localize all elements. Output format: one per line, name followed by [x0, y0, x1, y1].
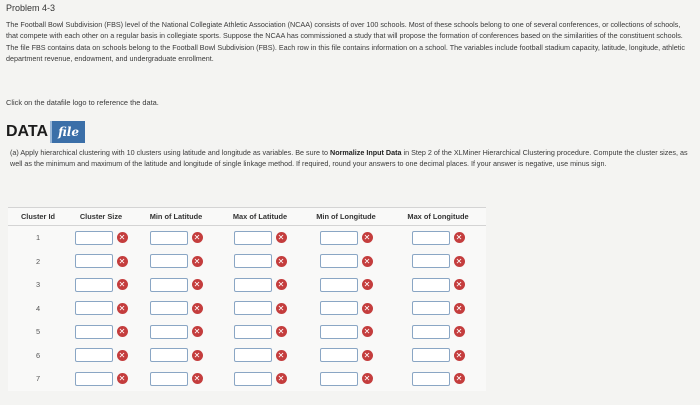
max-latitude-answer: [218, 278, 302, 292]
min-longitude-cell: [302, 226, 390, 250]
max-longitude-input[interactable]: [412, 348, 450, 362]
cluster-id-value: 1: [35, 233, 41, 243]
table-row: [8, 226, 486, 250]
x-circle-icon: ✕: [276, 256, 287, 267]
cluster-id-cell: [8, 344, 68, 368]
header-max-longitude: Max of Longitude: [390, 208, 486, 226]
max-latitude-cell: [218, 320, 302, 344]
max-longitude-answer: [390, 325, 486, 339]
table-row: [8, 344, 486, 368]
header-min-latitude: Min of Latitude: [134, 208, 218, 226]
max-longitude-answer: [390, 301, 486, 315]
cluster-id-cell: [8, 226, 68, 250]
max-latitude-answer: [218, 301, 302, 315]
max-latitude-input[interactable]: [234, 301, 272, 315]
part-a-text-post: in Step 2 of the XLMiner Hierarchical Clustering procedure. Compute the cluster sizes, as well as the minimum and maximum of the latitude and longitude of single linkage method. If required, round your answers to one decimal places. If your answer is negative, use minus sign.: [10, 148, 688, 168]
x-circle-icon: ✕: [276, 232, 287, 243]
x-circle-icon: ✕: [117, 350, 128, 361]
max-latitude-answer: [218, 348, 302, 362]
min-latitude-answer: [134, 325, 218, 339]
x-circle-icon: ✕: [192, 256, 203, 267]
cluster-size-input[interactable]: [75, 231, 113, 245]
cluster-id-value: 7: [35, 374, 41, 384]
x-circle-icon: ✕: [192, 373, 203, 384]
answer-table-header: [8, 208, 486, 226]
cluster-size-input[interactable]: [75, 254, 113, 268]
data-logo-file: file: [50, 121, 85, 143]
max-latitude-input[interactable]: [234, 325, 272, 339]
x-circle-icon: ✕: [362, 232, 373, 243]
x-circle-icon: ✕: [362, 279, 373, 290]
max-latitude-cell: [218, 297, 302, 321]
min-longitude-input[interactable]: [320, 325, 358, 339]
x-circle-icon: ✕: [362, 326, 373, 337]
table-row: [8, 297, 486, 321]
cluster-id-value: 6: [35, 350, 41, 360]
x-circle-icon: ✕: [276, 279, 287, 290]
max-latitude-answer: [218, 325, 302, 339]
cluster-id-cell: [8, 367, 68, 391]
max-longitude-input[interactable]: [412, 372, 450, 386]
datafile-logo[interactable]: [6, 121, 85, 143]
max-latitude-cell: [218, 367, 302, 391]
max-longitude-cell: [390, 344, 486, 368]
header-cluster-size: Cluster Size: [68, 208, 134, 226]
data-logo-word: DATA: [6, 123, 49, 140]
max-latitude-answer: [218, 372, 302, 386]
x-circle-icon: ✕: [276, 303, 287, 314]
cluster-size-answer: [68, 325, 134, 339]
max-latitude-input[interactable]: [234, 372, 272, 386]
cluster-size-cell: [68, 367, 134, 391]
max-latitude-cell: [218, 273, 302, 297]
max-longitude-cell: [390, 273, 486, 297]
min-longitude-cell: [302, 297, 390, 321]
min-latitude-input[interactable]: [150, 372, 188, 386]
table-row: [8, 320, 486, 344]
max-latitude-answer: [218, 231, 302, 245]
max-longitude-cell: [390, 320, 486, 344]
max-longitude-cell: [390, 250, 486, 274]
min-latitude-input[interactable]: [150, 231, 188, 245]
max-longitude-input[interactable]: [412, 231, 450, 245]
min-latitude-input[interactable]: [150, 325, 188, 339]
min-latitude-input[interactable]: [150, 348, 188, 362]
problem-title: Problem 4-3: [6, 3, 56, 13]
min-latitude-input[interactable]: [150, 254, 188, 268]
min-latitude-answer: [134, 254, 218, 268]
max-latitude-input[interactable]: [234, 254, 272, 268]
min-latitude-cell: [134, 226, 218, 250]
min-latitude-cell: [134, 273, 218, 297]
table-row: [8, 273, 486, 297]
min-longitude-answer: [302, 348, 390, 362]
cluster-size-answer: [68, 278, 134, 292]
x-circle-icon: ✕: [454, 232, 465, 243]
cluster-size-input[interactable]: [75, 301, 113, 315]
cluster-size-answer: [68, 254, 134, 268]
min-longitude-cell: [302, 250, 390, 274]
x-circle-icon: ✕: [276, 373, 287, 384]
cluster-id-value: 4: [35, 303, 41, 313]
min-longitude-answer: [302, 231, 390, 245]
min-longitude-input[interactable]: [320, 348, 358, 362]
x-circle-icon: ✕: [192, 326, 203, 337]
cluster-size-answer: [68, 372, 134, 386]
max-longitude-answer: [390, 231, 486, 245]
cluster-id-cell: [8, 320, 68, 344]
min-longitude-answer: [302, 254, 390, 268]
datafile-note: Click on the datafile logo to reference the data.: [6, 98, 159, 107]
header-min-longitude: Min of Longitude: [302, 208, 390, 226]
cluster-size-cell: [68, 250, 134, 274]
x-circle-icon: ✕: [362, 350, 373, 361]
x-circle-icon: ✕: [276, 326, 287, 337]
max-longitude-cell: [390, 367, 486, 391]
max-latitude-answer: [218, 254, 302, 268]
max-longitude-answer: [390, 254, 486, 268]
max-latitude-input[interactable]: [234, 231, 272, 245]
cluster-id-cell: [8, 250, 68, 274]
cluster-size-input[interactable]: [75, 278, 113, 292]
min-longitude-input[interactable]: [320, 278, 358, 292]
min-longitude-cell: [302, 344, 390, 368]
cluster-id-value: 3: [35, 280, 41, 290]
x-circle-icon: ✕: [454, 350, 465, 361]
part-a-question: [10, 147, 692, 169]
min-latitude-cell: [134, 250, 218, 274]
min-longitude-input[interactable]: [320, 372, 358, 386]
min-latitude-answer: [134, 348, 218, 362]
min-longitude-cell: [302, 273, 390, 297]
max-longitude-answer: [390, 348, 486, 362]
x-circle-icon: ✕: [117, 232, 128, 243]
table-row: [8, 250, 486, 274]
cluster-size-cell: [68, 320, 134, 344]
cluster-size-input[interactable]: [75, 372, 113, 386]
part-a-text-pre: (a) Apply hierarchical clustering with 10 clusters using latitude and longitude as variables. Be sure to: [10, 148, 331, 157]
min-longitude-input[interactable]: [320, 231, 358, 245]
x-circle-icon: ✕: [117, 256, 128, 267]
min-latitude-answer: [134, 278, 218, 292]
min-longitude-answer: [302, 372, 390, 386]
min-latitude-cell: [134, 367, 218, 391]
max-longitude-input[interactable]: [412, 254, 450, 268]
x-circle-icon: ✕: [454, 303, 465, 314]
max-latitude-cell: [218, 250, 302, 274]
min-latitude-answer: [134, 372, 218, 386]
x-circle-icon: ✕: [117, 373, 128, 384]
cluster-size-cell: [68, 226, 134, 250]
cluster-id-cell: [8, 273, 68, 297]
x-circle-icon: ✕: [192, 303, 203, 314]
max-latitude-cell: [218, 344, 302, 368]
x-circle-icon: ✕: [117, 326, 128, 337]
cluster-size-cell: [68, 344, 134, 368]
x-circle-icon: ✕: [117, 303, 128, 314]
x-circle-icon: ✕: [454, 279, 465, 290]
x-circle-icon: ✕: [454, 373, 465, 384]
min-longitude-answer: [302, 278, 390, 292]
min-latitude-cell: [134, 297, 218, 321]
problem-intro: The Football Bowl Subdivision (FBS) level of the National Collegiate Athletic Association (NCAA) consists of over 100 schools. Most of these schools belong to one of several conferences, or collections of schools, that compete with each other on a regular basis in collegiate sports. Suppose the NCAA has commissioned a study that will propose the formation of conferences based on the similarities of the constituent schools. The file FBS contains data on schools belong to the Football Bowl Subdivision (FBS). Each row in this file contains information on a school. The variables include football stadium capacity, latitude, longitude, athletic department revenue, endowment, and undergraduate enrollment.: [6, 20, 685, 64]
min-longitude-cell: [302, 320, 390, 344]
min-longitude-answer: [302, 301, 390, 315]
cluster-id-cell: [8, 297, 68, 321]
max-longitude-input[interactable]: [412, 278, 450, 292]
table-row: [8, 367, 486, 391]
max-longitude-answer: [390, 278, 486, 292]
min-longitude-cell: [302, 367, 390, 391]
min-latitude-input[interactable]: [150, 301, 188, 315]
header-max-latitude: Max of Latitude: [218, 208, 302, 226]
cluster-size-input[interactable]: [75, 348, 113, 362]
header-cluster-id: Cluster Id: [8, 208, 68, 226]
cluster-size-answer: [68, 231, 134, 245]
min-latitude-input[interactable]: [150, 278, 188, 292]
x-circle-icon: ✕: [362, 256, 373, 267]
min-longitude-answer: [302, 325, 390, 339]
max-latitude-cell: [218, 226, 302, 250]
x-circle-icon: ✕: [117, 279, 128, 290]
cluster-size-cell: [68, 273, 134, 297]
x-circle-icon: ✕: [276, 350, 287, 361]
max-latitude-input[interactable]: [234, 348, 272, 362]
min-longitude-input[interactable]: [320, 301, 358, 315]
x-circle-icon: ✕: [454, 256, 465, 267]
cluster-size-answer: [68, 301, 134, 315]
cluster-size-cell: [68, 297, 134, 321]
cluster-id-value: 2: [35, 256, 41, 266]
answer-table: [8, 207, 486, 391]
min-latitude-cell: [134, 344, 218, 368]
max-longitude-input[interactable]: [412, 301, 450, 315]
max-longitude-cell: [390, 226, 486, 250]
x-circle-icon: ✕: [192, 350, 203, 361]
max-longitude-input[interactable]: [412, 325, 450, 339]
min-latitude-answer: [134, 231, 218, 245]
max-longitude-cell: [390, 297, 486, 321]
x-circle-icon: ✕: [192, 279, 203, 290]
x-circle-icon: ✕: [362, 303, 373, 314]
cluster-size-input[interactable]: [75, 325, 113, 339]
min-longitude-input[interactable]: [320, 254, 358, 268]
cluster-id-value: 5: [35, 327, 41, 337]
x-circle-icon: ✕: [192, 232, 203, 243]
max-longitude-answer: [390, 372, 486, 386]
x-circle-icon: ✕: [362, 373, 373, 384]
min-latitude-answer: [134, 301, 218, 315]
part-a-text-bold: Normalize Input Data: [330, 148, 402, 157]
cluster-size-answer: [68, 348, 134, 362]
x-circle-icon: ✕: [454, 326, 465, 337]
max-latitude-input[interactable]: [234, 278, 272, 292]
min-latitude-cell: [134, 320, 218, 344]
